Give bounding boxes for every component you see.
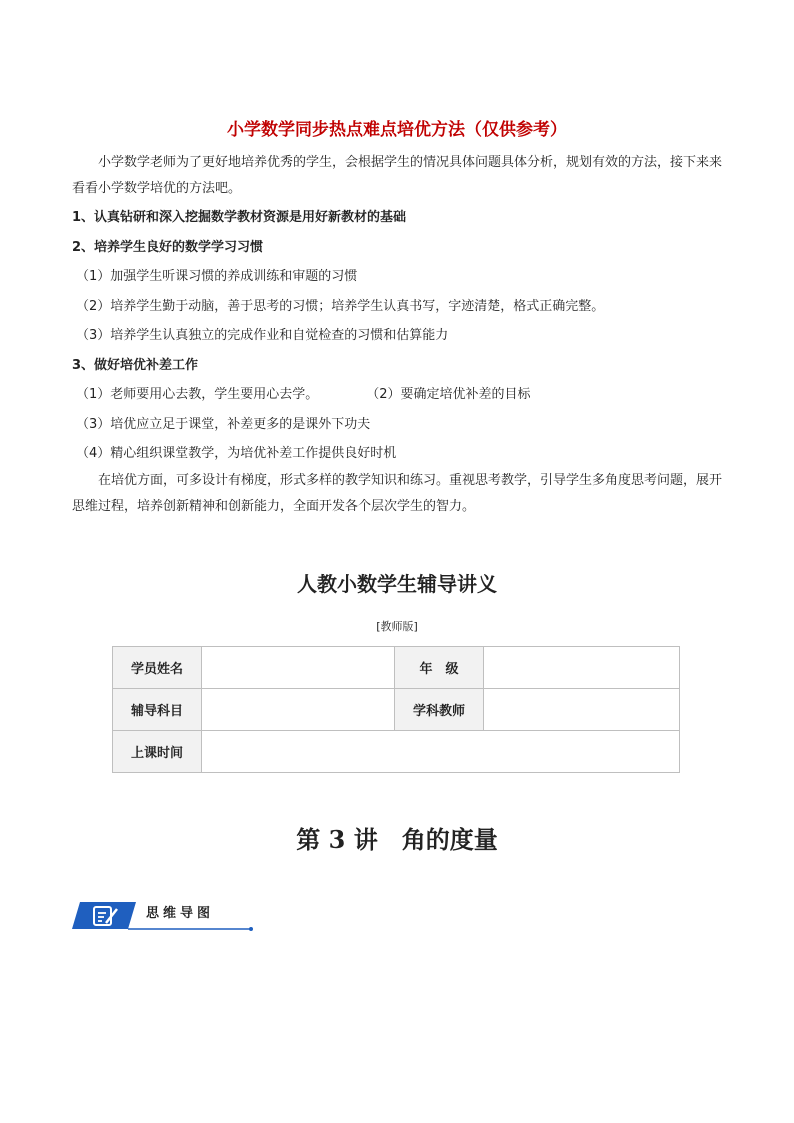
teacher-field[interactable] <box>484 689 680 731</box>
intro-paragraph <box>72 150 724 202</box>
banner-end-dot <box>249 927 253 931</box>
class-time-label: 上课时间 <box>113 731 202 773</box>
section-2-item: （1）加强学生听课习惯的养成训练和审题的习惯 <box>76 269 358 284</box>
page-title: 小学数学同步热点难点培优方法（仅供参考） <box>227 120 567 140</box>
section-3-item-row <box>76 383 531 402</box>
section-2-heading: 2、培养学生良好的数学学习习惯 <box>72 240 264 255</box>
intro-text: 小学数学老师为了更好地培养优秀的学生，会根据学生的情况具体问题具体分析，规划有效的方法，接下来来看看小学数学培优的方法吧。 <box>72 155 723 196</box>
closing-text: 在培优方面，可多设计有梯度，形式多样的教学知识和练习。重视思考教学，引导学生多角度思考问题，展开思维过程，培养创新精神和创新能力，全面开发各个层次学生的智力。 <box>72 473 723 514</box>
closing-paragraph <box>72 468 724 520</box>
student-name-label: 学员姓名 <box>113 647 202 689</box>
grade-field[interactable] <box>484 647 680 689</box>
section-3-item: （4）精心组织课堂教学，为培优补差工作提供良好时机 <box>76 446 397 461</box>
table-row <box>113 689 680 731</box>
section-3-item: （2）要确定培优补差的目标 <box>366 387 531 402</box>
table-row <box>113 647 680 689</box>
class-time-field[interactable] <box>202 731 680 773</box>
student-info-table <box>112 646 680 773</box>
lecture-title: 第 3 讲 角的度量 <box>296 825 498 854</box>
edition-label: [教师版] <box>376 620 418 633</box>
section-2-item: （2）培养学生勤于动脑，善于思考的习惯；培养学生认真书写，字迹清楚，格式正确完整。 <box>76 299 605 314</box>
section-3-item: （3）培优应立足于课堂，补差更多的是课外下功夫 <box>76 417 371 432</box>
table-row <box>113 731 680 773</box>
section-2-item: （3）培养学生认真独立的完成作业和自觉检查的习惯和估算能力 <box>76 328 449 343</box>
subject-field[interactable] <box>202 689 395 731</box>
section-3-heading: 3、做好培优补差工作 <box>72 358 199 373</box>
subject-label: 辅导科目 <box>113 689 202 731</box>
handout-title: 人教小数学生辅导讲义 <box>297 572 497 596</box>
teacher-label: 学科教师 <box>395 689 484 731</box>
grade-label: 年 级 <box>395 647 484 689</box>
section-3-item: （1）老师要用心去教，学生要用心去学。 <box>76 387 319 402</box>
section-1-heading: 1、认真钻研和深入挖掘数学教材资源是用好新教材的基础 <box>72 210 407 225</box>
mind-map-label: 思维导图 <box>146 906 215 921</box>
student-name-field[interactable] <box>202 647 395 689</box>
